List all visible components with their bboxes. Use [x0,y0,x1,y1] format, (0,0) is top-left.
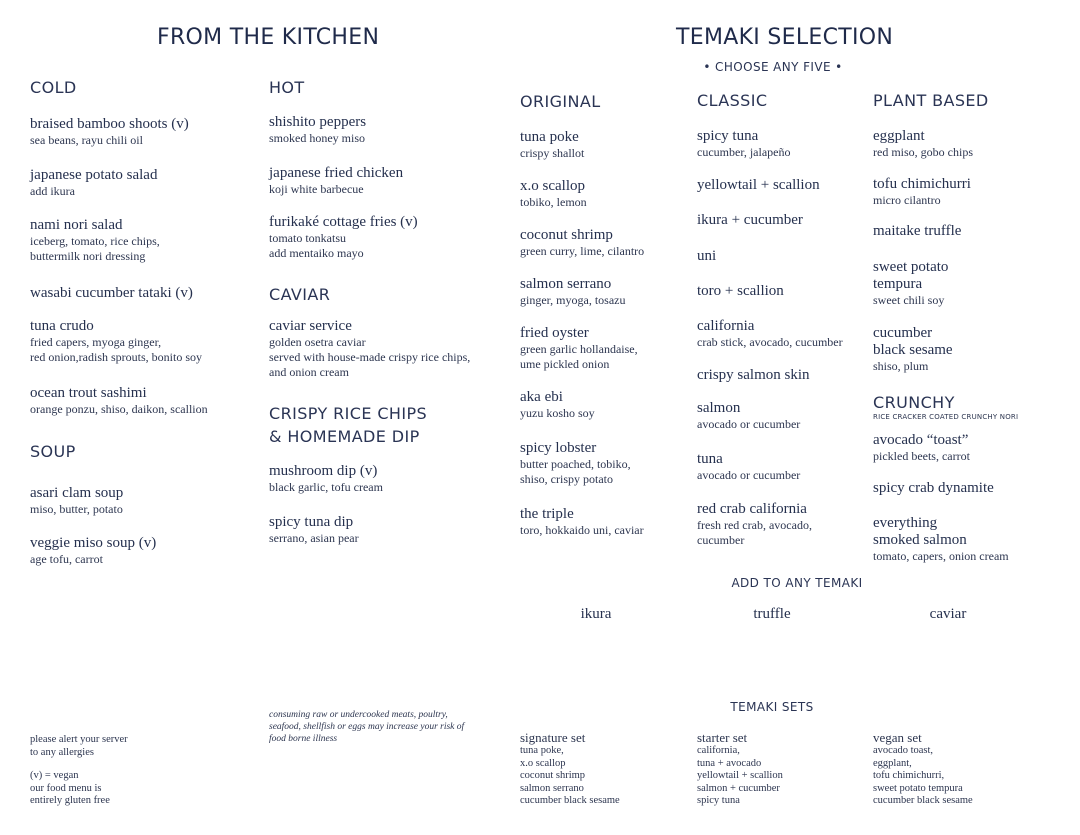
menu-item-description: tobiko, lemon [520,195,587,209]
menu-item-name: california [697,318,755,334]
menu-item-name: smoked salmon [873,532,967,548]
menu-item-name: red crab california [697,501,807,517]
caviar-heading: CAVIAR [269,285,331,304]
menu-item [520,129,584,161]
menu-item [269,514,359,546]
menu-item-name: tuna poke [520,129,579,145]
temaki-set-line: salmon + cucumber [697,782,780,794]
menu-item-description: pickled beets, carrot [873,449,970,463]
temaki-subtitle: • CHOOSE ANY FIVE • [703,60,843,74]
menu-item [30,535,156,567]
original-heading: ORIGINAL [520,92,601,111]
menu-item [697,501,812,548]
menu-item [30,217,160,264]
crunchy-heading: CRUNCHY [873,393,955,412]
menu-item-description: age tofu, carrot [30,552,103,566]
menu-item-description: ginger, myoga, tosazu [520,293,626,307]
addon-truffle: truffle [753,606,791,622]
menu-item-name: salmon [697,400,741,416]
menu-item-name: veggie miso soup (v) [30,535,157,551]
menu-item [30,116,189,148]
menu-item-description: serrano, asian pear [269,531,359,545]
temaki-set-line: tofu chimichurri, [873,770,945,781]
menu-item [269,165,403,197]
menu-item-name: nami nori salad [30,217,123,233]
menu-item-name: caviar service [269,318,352,334]
menu-item-description: butter poached, tobiko, [520,457,631,471]
menu-item [269,463,383,495]
menu-item-name: maitake truffle [873,223,962,239]
menu-item [697,318,843,350]
menu-item [520,506,644,538]
menu-item-name: japanese potato salad [30,167,158,183]
menu-item-description: smoked honey miso [269,131,365,145]
menu-item-description: red miso, gobo chips [873,145,973,159]
menu-item-name: cucumber [873,325,933,341]
menu-item-description: miso, butter, potato [30,502,123,516]
menu-item-description: crispy shallot [520,146,585,160]
menu-item-name: x.o scallop [520,178,585,194]
menu-item-name: aka ebi [520,389,563,405]
temaki-set-line: tuna + avocado [697,757,762,769]
menu-item [520,178,587,210]
menu-item-name: ocean trout sashimi [30,385,147,401]
note-line: consuming raw or undercooked meats, poultry, [269,710,448,720]
chips-heading-line2: & HOMEMADE DIP [269,427,420,446]
menu-item-name: spicy lobster [520,440,597,456]
sets-heading: TEMAKI SETS [730,700,814,714]
crunchy-subheading: RICE CRACKER COATED CRUNCHY NORI [873,413,1019,421]
menu-item-description: black garlic, tofu cream [269,480,383,494]
menu-item-description: sweet chili soy [873,293,945,307]
menu-item [697,212,803,229]
menu-item-description: golden osetra caviar [269,335,366,349]
menu-item [269,214,418,261]
menu-item-description: served with house-made crispy rice chips, [269,350,471,364]
menu-item-description: and onion cream [269,365,349,379]
menu-item-description: toro, hokkaido uni, caviar [520,523,644,537]
addon-caviar: caviar [929,606,967,622]
temaki-set [520,730,620,808]
hot-heading: HOT [269,78,305,97]
classic-heading: CLASSIC [697,91,768,110]
menu-item-name: yellowtail + scallion [697,177,820,193]
menu-item-name: asari clam soup [30,485,124,501]
note-line: seafood, shellfish or eggs may increase your risk of [269,722,465,732]
menu-item [520,227,644,259]
menu-item-name: furikaké cottage fries (v) [269,214,418,230]
menu-item [30,385,208,417]
menu-item [873,432,970,464]
menu-item-name: eggplant [873,128,925,144]
menu-item [873,223,961,240]
menu-item [697,248,716,265]
kitchen-title: FROM THE KITCHEN [157,25,380,50]
menu-item-description: tomato tonkatsu [269,231,346,245]
note-line: please alert your server [30,734,128,745]
menu-item-name: tofu chimichurri [873,176,971,192]
temaki-set-name: signature set [520,730,586,745]
vegan-legend [30,770,110,808]
menu-item-name: mushroom dip (v) [269,463,378,479]
menu-item [873,176,971,208]
menu-item-description: avocado or cucumber [697,468,801,482]
menu-item-name: shishito peppers [269,114,367,130]
menu-item-name: avocado “toast” [873,432,969,448]
menu-item-name: spicy tuna [697,128,759,144]
chips-heading-line1: CRISPY RICE CHIPS [269,404,428,423]
menu-item-description: add ikura [30,184,75,198]
temaki-set-line: tuna poke, [520,745,564,756]
temaki-set-name: vegan set [873,730,922,745]
menu-item [873,480,994,497]
menu-item [697,177,820,194]
addons-heading: ADD TO ANY TEMAKI [731,576,863,590]
menu-item-description: ume pickled onion [520,357,610,371]
menu-item-description: crab stick, avocado, cucumber [697,335,843,349]
menu-item [697,451,800,483]
note-line: food borne illness [269,734,338,744]
menu-item [520,440,631,487]
allergy-note [30,734,128,759]
menu-item-name: the triple [520,506,574,522]
menu-item-description: iceberg, tomato, rice chips, [30,234,160,248]
addon-ikura: ikura [580,606,612,622]
menu-item-name: uni [697,248,717,264]
temaki-title: TEMAKI SELECTION [676,25,894,50]
menu-item [30,485,123,517]
menu-item [873,128,973,160]
temaki-set-line: california, [697,745,740,756]
menu-item-name: black sesame [873,342,953,358]
menu-item [520,276,626,308]
menu-item-name: wasabi cucumber tataki (v) [30,285,193,301]
plant-heading: PLANT BASED [873,91,989,110]
menu-item-description: micro cilantro [873,193,941,207]
menu-item-description: fried capers, myoga ginger, [30,335,162,349]
temaki-set-line: cucumber black sesame [873,795,973,806]
menu-item-description: sea beans, rayu chili oil [30,133,143,147]
note-line: (v) = vegan [30,770,79,781]
note-line: to any allergies [30,746,94,758]
menu-item-description: red onion,radish sprouts, bonito soy [30,350,202,364]
menu-item-description: cucumber [697,533,745,547]
temaki-set-line: salmon serrano [520,782,584,794]
menu-item-description: koji white barbecue [269,182,364,196]
menu-item [30,285,193,302]
menu-item [269,318,470,380]
menu-item-description: green curry, lime, cilantro [520,244,645,258]
temaki-set-line: eggplant, [873,757,912,769]
menu-item-name: fried oyster [520,325,589,341]
menu-item [697,400,800,432]
menu-item-name: ikura + cucumber [697,212,803,228]
temaki-set [873,730,973,808]
menu-item-name: spicy crab dynamite [873,480,994,496]
temaki-set-line: x.o scallop [520,757,566,769]
menu-item-name: braised bamboo shoots (v) [30,116,189,132]
menu-item [697,283,784,300]
menu-item-name: spicy tuna dip [269,514,354,530]
menu-item [873,259,948,308]
menu-item-name: tuna crudo [30,318,94,334]
menu-item [30,318,202,365]
menu-item-name: tuna [697,451,723,467]
menu-item-description: buttermilk nori dressing [30,249,146,263]
raw-food-warning [269,709,464,745]
menu-item-name: crispy salmon skin [697,367,810,383]
menu-item [269,114,366,146]
cold-heading: COLD [30,78,77,97]
menu-item-name: coconut shrimp [520,227,613,243]
menu-item-description: shiso, plum [873,359,929,373]
menu-item-name: japanese fried chicken [269,165,404,181]
menu-item [873,515,1009,564]
menu-item-description: shiso, crispy potato [520,472,613,486]
temaki-set-line: coconut shrimp [520,770,586,781]
menu-item [520,389,595,421]
temaki-set-line: spicy tuna [697,795,740,806]
menu-item-name: tempura [873,276,923,292]
temaki-set-line: cucumber black sesame [520,795,620,806]
menu-item-description: avocado or cucumber [697,417,801,431]
menu-item [697,367,810,384]
menu-item [873,325,953,374]
menu-item [697,128,790,160]
menu-item-name: everything [873,515,938,531]
menu-item [520,325,638,372]
menu-item [30,167,157,199]
menu-item-name: sweet potato [873,259,949,275]
menu-item-description: cucumber, jalapeño [697,145,791,159]
soup-heading: SOUP [30,442,76,461]
menu-item-description: orange ponzu, shiso, daikon, scallion [30,402,208,416]
menu-item-description: tomato, capers, onion cream [873,549,1009,563]
temaki-set-line: avocado toast, [873,745,934,756]
menu-item-description: yuzu kosho soy [520,406,595,420]
menu-item-description: add mentaiko mayo [269,246,364,260]
menu-item-name: salmon serrano [520,276,612,292]
temaki-set-line: sweet potato tempura [873,782,963,794]
note-line: our food menu is [30,782,102,794]
menu-item-description: fresh red crab, avocado, [697,518,812,532]
note-line: entirely gluten free [30,795,110,806]
menu-item-name: toro + scallion [697,283,784,299]
temaki-set-name: starter set [697,730,748,745]
menu-item-description: green garlic hollandaise, [520,342,638,356]
temaki-set [697,730,783,808]
temaki-set-line: yellowtail + scallion [697,770,783,781]
